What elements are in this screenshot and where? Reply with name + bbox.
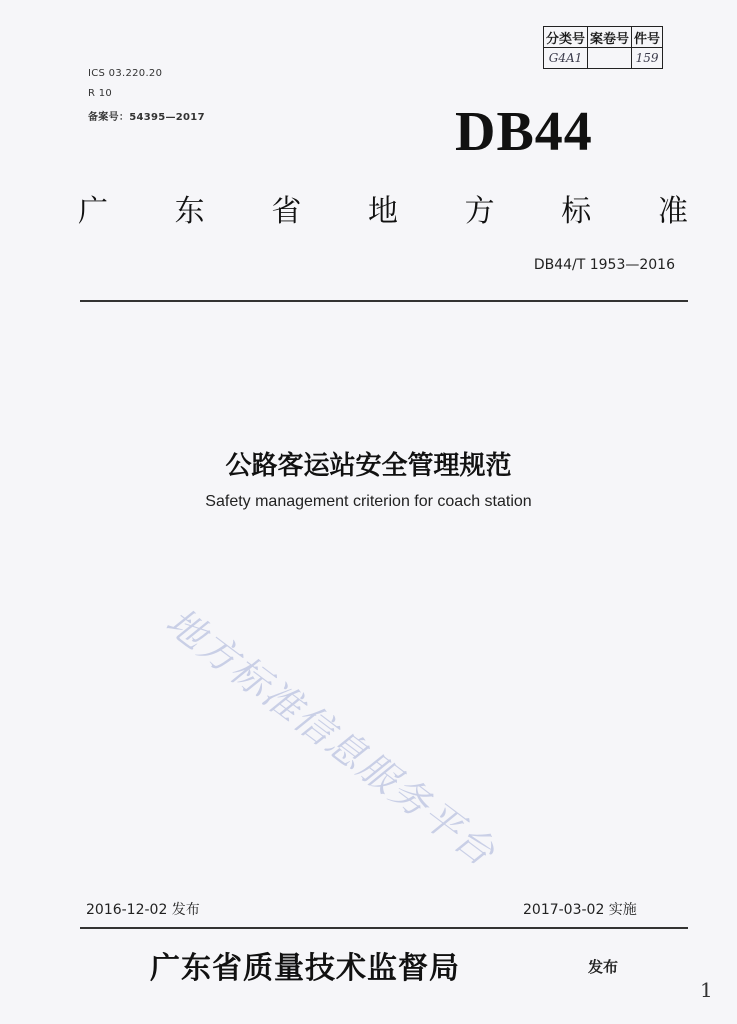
- archive-stamp-table: [543, 26, 663, 69]
- stamp-value-file: [588, 48, 632, 69]
- stamp-header-category: 分类号: [544, 27, 588, 48]
- stamp-value-item: 159: [632, 48, 663, 69]
- title-chinese: 公路客运站安全管理规范: [225, 451, 512, 481]
- issue-label: 发布: [588, 958, 619, 976]
- issuing-authority: 广东省质量技术监督局: [150, 951, 460, 986]
- ics-code: ICS 03.220.20: [88, 68, 163, 79]
- province-standard-heading: [78, 186, 688, 230]
- standard-number: DB44/T 1953—2016: [533, 257, 675, 273]
- record-number: 备案号：54395—2017: [88, 112, 205, 123]
- stamp-value-category: G4A1: [544, 48, 588, 69]
- watermark: 地方标准信息服务平台: [158, 599, 505, 876]
- page-number: 1: [700, 978, 713, 1002]
- heading-char: 省: [271, 194, 302, 229]
- heading-char: 准: [657, 194, 688, 229]
- heading-char: 东: [174, 194, 205, 229]
- issue-date: 2016-12-02 发布: [86, 902, 200, 918]
- top-divider: [80, 300, 688, 302]
- bottom-divider: [80, 927, 688, 929]
- heading-char: 地: [367, 194, 398, 229]
- heading-char: 广: [78, 194, 108, 229]
- heading-char: 方: [464, 194, 495, 229]
- stamp-header-item: 件号: [632, 27, 663, 48]
- title-english: Safety management criterion for coach station: [205, 493, 532, 510]
- db-code: DB44: [455, 101, 593, 163]
- stamp-header-file: 案卷号: [588, 27, 632, 48]
- implement-date: 2017-03-02 实施: [523, 902, 637, 918]
- ccs-code: R 10: [88, 88, 113, 99]
- heading-char: 标: [561, 194, 592, 229]
